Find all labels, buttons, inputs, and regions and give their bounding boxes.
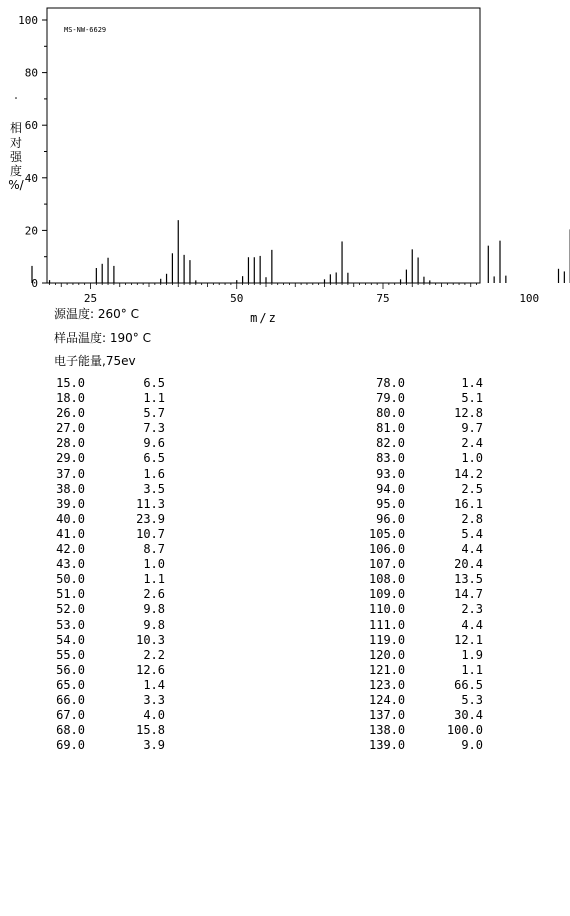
y-label-char: 对 [9,136,23,150]
peak-intensity: 100.0 [446,723,483,738]
peak-intensity: 10.7 [136,526,165,541]
peak-mz: 123.0 [369,677,406,692]
peak-intensity: 12.6 [136,662,165,677]
peak-intensity: 14.2 [454,466,483,481]
peak-row [49,421,165,436]
mass-spectrum-chart [0,0,570,330]
peak-row [369,663,483,678]
y-label-char: 度 [9,164,23,178]
peak-mz: 37.0 [56,466,85,481]
peak-intensity: 12.8 [454,406,483,421]
x-tick-label: 75 [376,292,390,305]
peak-mz: 27.0 [56,421,85,436]
peak-table-right [369,376,483,753]
peak-intensity: 3.5 [143,481,165,496]
peak-intensity: 5.3 [461,692,483,707]
peak-row [49,693,165,708]
peak-row [369,557,483,572]
peak-intensity: 66.5 [454,677,483,692]
peak-intensity: 1.4 [143,677,165,692]
peak-intensity: 16.1 [454,496,483,511]
peak-intensity: 20.4 [454,557,483,572]
peak-mz: 40.0 [56,511,85,526]
y-axis [18,14,47,290]
peak-mz: 50.0 [56,572,85,587]
peak-intensity: 13.5 [454,572,483,587]
peak-mz: 95.0 [376,496,405,511]
peak-mz: 38.0 [56,481,85,496]
peak-row [369,497,483,512]
peak-row [369,678,483,693]
peak-row [49,376,165,391]
peak-mz: 81.0 [376,421,405,436]
peak-mz: 39.0 [56,496,85,511]
peak-row [369,436,483,451]
peak-row [369,467,483,482]
peak-row [49,618,165,633]
peak-mz: 111.0 [369,617,406,632]
peak-row [49,738,165,753]
peak-row [49,451,165,466]
peak-intensity: 1.4 [461,376,483,390]
x-tick-label: 100 [519,292,540,305]
peak-row [49,467,165,482]
peak-mz: 137.0 [369,708,406,723]
peak-intensity: 9.0 [461,738,483,753]
peak-mz: 26.0 [56,406,85,421]
peak-mz: 43.0 [56,557,85,572]
peak-row [49,708,165,723]
y-tick-label: 0 [31,277,38,290]
peak-bars [32,20,570,283]
peak-intensity: 2.5 [461,481,483,496]
peak-intensity: 14.7 [454,587,483,602]
peak-intensity: 2.2 [143,647,165,662]
peak-intensity: 6.5 [143,451,165,466]
peak-intensity: 2.3 [461,602,483,617]
peak-row [49,572,165,587]
peak-intensity: 1.1 [143,572,165,587]
peak-row [49,542,165,557]
peak-mz: 94.0 [376,481,405,496]
peak-mz: 96.0 [376,511,405,526]
peak-intensity: 4.0 [143,708,165,723]
peak-row [369,738,483,753]
peak-row [369,406,483,421]
spectrum-code-label: MS-NW-6629 [64,26,107,34]
peak-row [369,451,483,466]
peak-mz: 120.0 [369,647,406,662]
peak-mz: 138.0 [369,723,406,738]
peak-intensity: 3.3 [143,692,165,707]
peak-row [49,527,165,542]
peak-mz: 28.0 [56,436,85,451]
peak-row [369,376,483,391]
y-label-char: 相 [9,121,23,135]
peak-mz: 119.0 [369,632,406,647]
peak-mz: 69.0 [56,738,85,753]
peak-row [49,436,165,451]
peak-row [369,542,483,557]
peak-mz: 78.0 [376,376,405,390]
peak-row [49,391,165,406]
peak-row [49,497,165,512]
peak-mz: 65.0 [56,677,85,692]
peak-mz: 83.0 [376,451,405,466]
y-label-char: %/ [8,178,24,192]
peak-mz: 15.0 [56,376,85,390]
peak-intensity: 9.8 [143,602,165,617]
source-temperature: 源温度: 260° C [54,307,139,321]
peak-intensity: 15.8 [136,723,165,738]
peak-row [369,512,483,527]
peak-mz: 79.0 [376,391,405,406]
peak-row [369,693,483,708]
peak-mz: 66.0 [56,692,85,707]
x-tick-label: 25 [83,292,98,305]
peak-row [49,663,165,678]
peak-intensity: 11.3 [136,496,165,511]
peak-mz: 54.0 [56,632,85,647]
peak-row [49,587,165,602]
electron-energy: 电子能量,75ev [54,354,136,368]
peak-mz: 18.0 [56,391,85,406]
peak-intensity: 4.4 [461,617,483,632]
peak-row [369,572,483,587]
peak-mz: 82.0 [376,436,405,451]
peak-intensity: 1.6 [143,466,165,481]
peak-mz: 139.0 [369,738,406,753]
peak-row [49,648,165,663]
y-tick-label: 80 [24,66,38,80]
peak-row [369,421,483,436]
peak-row [369,602,483,617]
y-tick-label: 100 [18,14,38,27]
peak-intensity: 5.1 [461,391,483,406]
peak-intensity: 3.9 [143,738,165,753]
peak-intensity: 2.4 [461,436,483,451]
peak-intensity: 5.7 [143,406,165,421]
peak-intensity: 5.4 [461,526,483,541]
peak-mz: 42.0 [56,542,85,557]
peak-row [369,633,483,648]
peak-intensity: 2.8 [461,511,483,526]
peak-mz: 80.0 [376,406,405,421]
peak-intensity: 4.4 [461,542,483,557]
peak-row [49,482,165,497]
peak-intensity: 1.0 [143,557,165,572]
peak-row [369,587,483,602]
peak-mz: 110.0 [369,602,406,617]
peak-intensity: 30.4 [454,708,483,723]
peak-mz: 51.0 [56,587,85,602]
y-tick-label: 40 [24,171,38,185]
peak-row [369,618,483,633]
peak-mz: 109.0 [369,587,406,602]
peak-intensity: 1.1 [461,662,483,677]
peak-row [49,557,165,572]
peak-mz: 68.0 [56,723,85,738]
peak-intensity: 10.3 [136,632,165,647]
peak-intensity: 9.8 [143,617,165,632]
peak-intensity: 1.1 [143,391,165,406]
peak-mz: 124.0 [369,692,406,707]
peak-row [49,512,165,527]
peak-intensity: 12.1 [454,632,483,647]
peak-row [49,678,165,693]
peak-row [369,708,483,723]
peak-row [369,723,483,738]
peak-row [49,406,165,421]
peak-mz: 107.0 [369,557,406,572]
peak-table-left [49,376,165,753]
peak-intensity: 7.3 [143,421,165,436]
peak-mz: 29.0 [56,451,85,466]
peak-mz: 67.0 [56,708,85,723]
peak-mz: 93.0 [376,466,405,481]
peak-intensity: 9.6 [143,436,165,451]
peak-row [369,391,483,406]
peak-mz: 53.0 [56,617,85,632]
peak-intensity: 6.5 [143,376,165,390]
y-tick-label: 20 [24,224,38,238]
x-tick-label: 50 [230,292,244,305]
x-axis-label: m/z [250,311,278,325]
peak-row [369,648,483,663]
peak-row [369,527,483,542]
y-axis-label [8,120,24,192]
peak-mz: 121.0 [369,662,406,677]
y-tick-label: 60 [24,119,38,133]
x-axis [50,283,570,305]
sample-temperature: 样品温度: 190° C [54,331,151,345]
y-label-dot [15,97,17,99]
peak-mz: 108.0 [369,572,406,587]
y-label-char: 强 [9,150,23,164]
peak-mz: 105.0 [369,526,406,541]
peak-mz: 56.0 [56,662,85,677]
peak-mz: 106.0 [369,542,406,557]
peak-row [49,633,165,648]
peak-row [49,602,165,617]
peak-intensity: 1.0 [461,451,483,466]
peak-mz: 55.0 [56,647,85,662]
peak-row [369,482,483,497]
peak-intensity: 23.9 [136,511,165,526]
peak-intensity: 2.6 [143,587,165,602]
peak-intensity: 9.7 [461,421,483,436]
peak-intensity: 8.7 [143,542,165,557]
peak-mz: 41.0 [56,526,85,541]
peak-mz: 52.0 [56,602,85,617]
peak-row [49,723,165,738]
plot-frame [47,8,480,283]
peak-intensity: 1.9 [461,647,483,662]
